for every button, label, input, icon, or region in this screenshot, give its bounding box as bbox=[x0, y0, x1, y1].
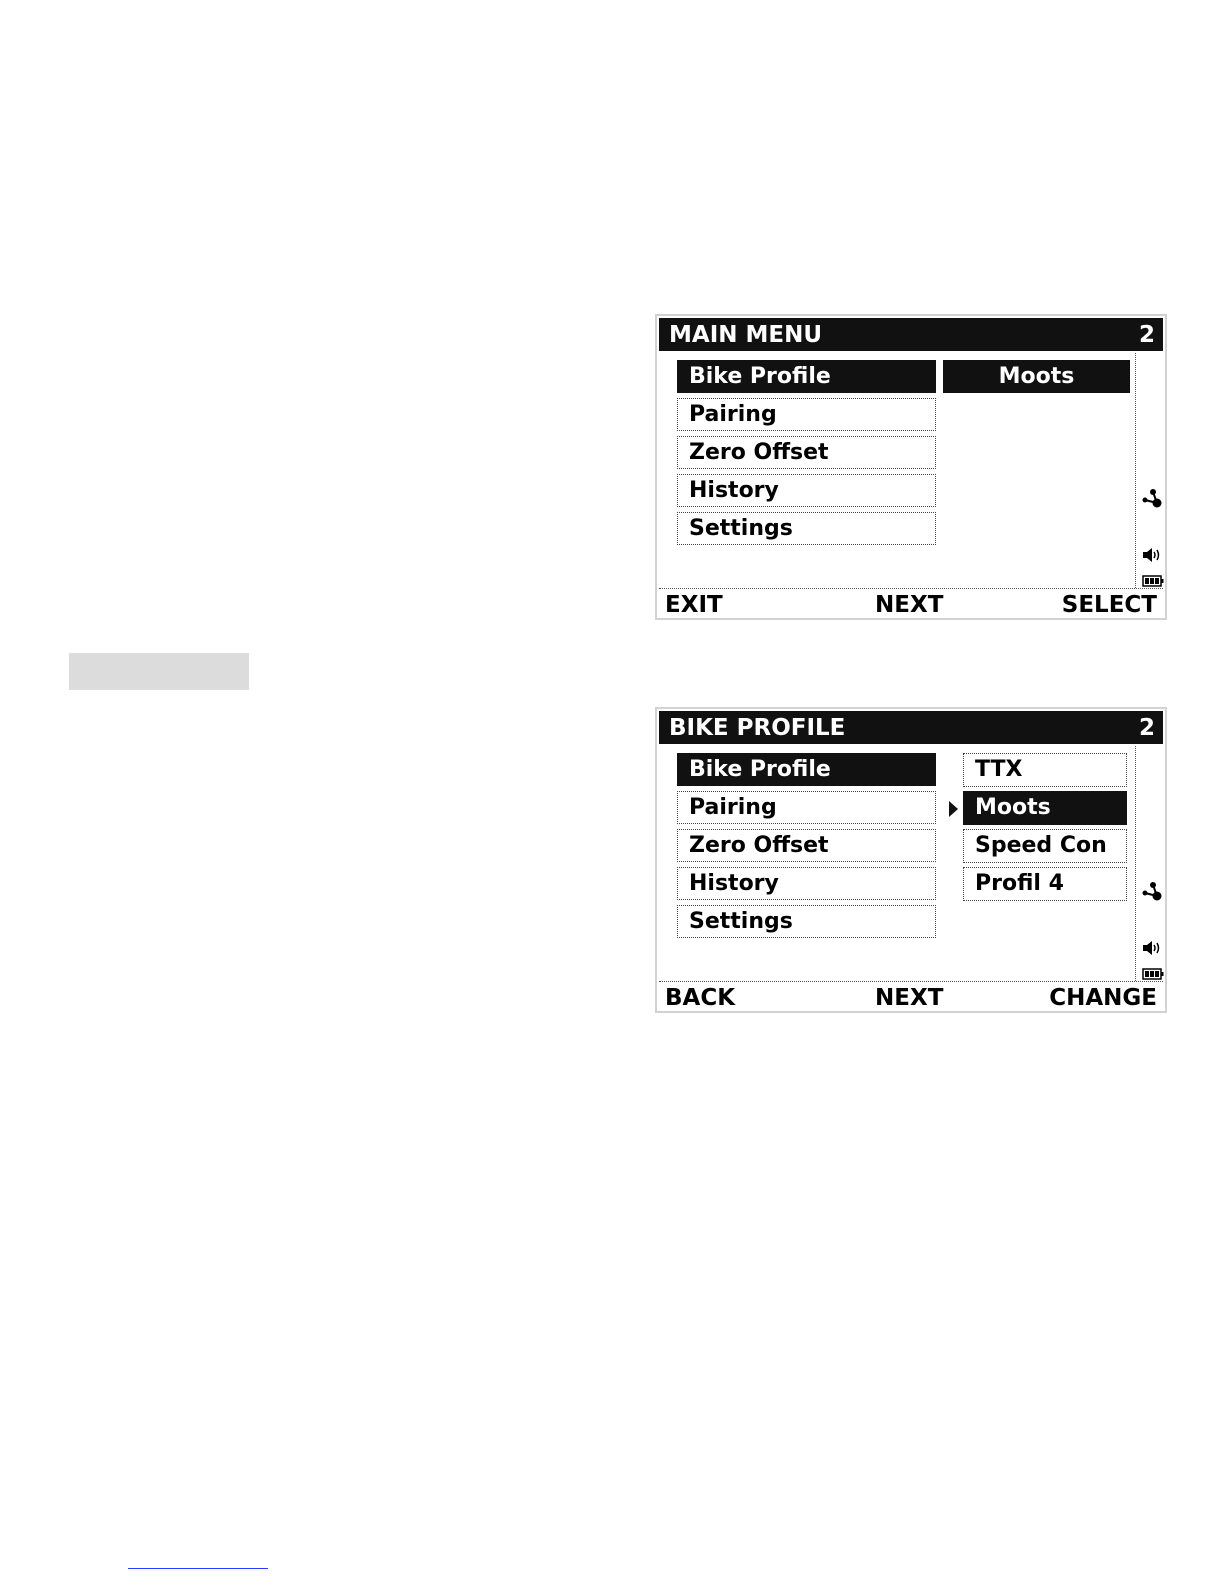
softkey-divider bbox=[659, 588, 1163, 589]
menu-item-zero-offset[interactable]: Zero Offset bbox=[677, 829, 936, 862]
menu-item-bike-profile[interactable]: Bike Profile bbox=[677, 753, 936, 786]
title-bar bbox=[659, 318, 1163, 351]
screen-title: MAIN MENU bbox=[669, 322, 823, 348]
back-softkey[interactable]: BACK bbox=[665, 985, 736, 1011]
profile-option-moots[interactable]: Moots bbox=[963, 791, 1127, 825]
next-softkey[interactable]: NEXT bbox=[875, 592, 944, 618]
battery-icon bbox=[1142, 572, 1164, 591]
menu-item-bike-profile[interactable]: Bike Profile bbox=[677, 360, 936, 393]
volume-icon bbox=[1142, 547, 1162, 567]
profile-option-ttx[interactable]: TTX bbox=[963, 753, 1127, 787]
change-softkey[interactable]: CHANGE bbox=[1049, 985, 1157, 1011]
page-number: 2 bbox=[1138, 322, 1155, 348]
main-menu-screen bbox=[655, 314, 1167, 620]
screen-title: BIKE PROFILE bbox=[669, 715, 846, 741]
menu-item-history[interactable]: History bbox=[677, 867, 936, 900]
softkey-divider bbox=[659, 981, 1163, 982]
profile-option-speed-con[interactable]: Speed Con bbox=[963, 829, 1127, 863]
bike-profile-screen bbox=[655, 707, 1167, 1013]
menu-item-pairing[interactable]: Pairing bbox=[677, 398, 936, 431]
profile-option-profil-4[interactable]: Profil 4 bbox=[963, 867, 1127, 901]
softkey-bar bbox=[659, 983, 1163, 1011]
pairing-icon bbox=[1142, 488, 1164, 514]
softkey-bar bbox=[659, 590, 1163, 618]
select-softkey[interactable]: SELECT bbox=[1061, 592, 1157, 618]
menu-item-pairing[interactable]: Pairing bbox=[677, 791, 936, 824]
section-marker bbox=[69, 653, 249, 690]
volume-icon bbox=[1142, 940, 1162, 960]
selection-arrow-icon bbox=[949, 801, 958, 817]
menu-item-settings[interactable]: Settings bbox=[677, 905, 936, 938]
menu-item-history[interactable]: History bbox=[677, 474, 936, 507]
page-number: 2 bbox=[1138, 715, 1155, 741]
exit-softkey[interactable]: EXIT bbox=[665, 592, 723, 618]
menu-item-settings[interactable]: Settings bbox=[677, 512, 936, 545]
footer-rule bbox=[128, 1568, 268, 1569]
battery-icon bbox=[1142, 965, 1164, 984]
status-divider bbox=[1135, 746, 1136, 981]
current-profile-value: Moots bbox=[943, 360, 1130, 393]
status-divider bbox=[1135, 353, 1136, 588]
menu-item-zero-offset[interactable]: Zero Offset bbox=[677, 436, 936, 469]
title-bar bbox=[659, 711, 1163, 744]
next-softkey[interactable]: NEXT bbox=[875, 985, 944, 1011]
pairing-icon bbox=[1142, 881, 1164, 907]
